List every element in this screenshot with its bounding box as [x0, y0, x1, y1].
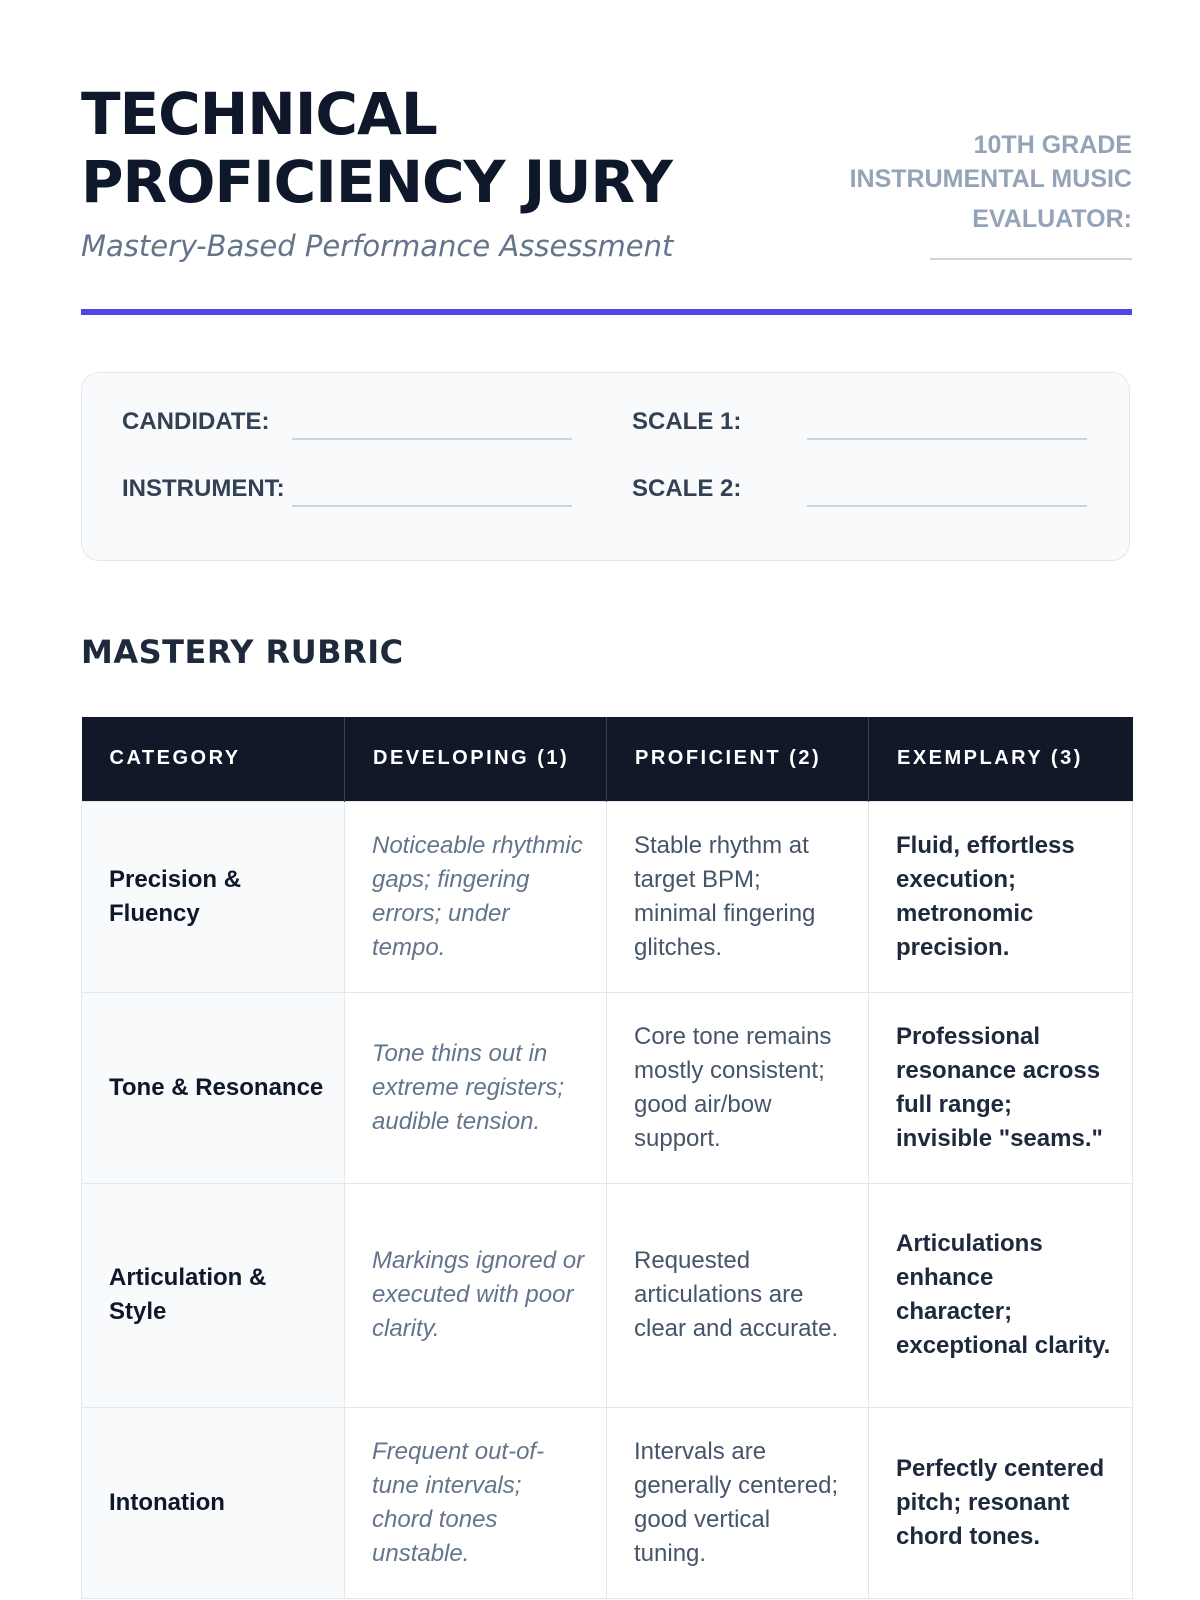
proficient-cell: Core tone remains mostly consistent; good air/bow support. — [607, 992, 869, 1183]
header-meta — [850, 128, 1132, 260]
page-header — [81, 0, 1132, 318]
table-row — [82, 1183, 1133, 1407]
column-header-category: CATEGORY — [82, 717, 345, 801]
developing-cell: Frequent out-of-tune intervals; chord tones unstable. — [345, 1407, 607, 1598]
scale-1-field-group — [632, 402, 1092, 442]
scale-1-field[interactable] — [807, 438, 1087, 440]
evaluator-label: EVALUATOR: — [972, 205, 1132, 233]
developing-cell: Markings ignored or executed with poor clarity. — [345, 1183, 607, 1407]
exemplary-cell: Articulations enhance character; exceptional clarity. — [869, 1183, 1133, 1407]
table-header-row — [82, 717, 1133, 801]
candidate-info-card — [81, 372, 1130, 561]
header-divider — [81, 309, 1132, 315]
instrument-field[interactable] — [292, 505, 572, 507]
category-cell: Tone & Resonance — [82, 992, 345, 1183]
instrument-field-group — [122, 469, 602, 509]
category-cell: Articulation & Style — [82, 1183, 345, 1407]
candidate-field[interactable] — [292, 438, 572, 440]
scale-1-label: SCALE 1: — [632, 408, 742, 435]
grade-line-2: INSTRUMENTAL MUSIC — [849, 165, 1132, 193]
scale-2-field-group — [632, 469, 1092, 509]
title-line-1: TECHNICAL — [81, 80, 437, 148]
proficient-cell: Intervals are generally centered; good vertical tuning. — [607, 1407, 869, 1598]
column-header-exemplary: EXEMPLARY (3) — [869, 717, 1133, 801]
exemplary-cell: Professional resonance across full range; invisible "seams." — [869, 992, 1133, 1183]
table-row — [82, 992, 1133, 1183]
rubric-section-title: MASTERY RUBRIC — [81, 633, 404, 671]
column-header-proficient: PROFICIENT (2) — [607, 717, 869, 801]
developing-cell: Noticeable rhythmic gaps; fingering errors; under tempo. — [345, 801, 607, 992]
page-subtitle: Mastery-Based Performance Assessment — [81, 229, 674, 263]
page-title — [81, 80, 672, 216]
evaluator-field[interactable] — [930, 258, 1132, 260]
table-row — [82, 801, 1133, 992]
candidate-field-group — [122, 402, 602, 442]
column-header-developing: DEVELOPING (1) — [345, 717, 607, 801]
proficient-cell: Requested articulations are clear and accurate. — [607, 1183, 869, 1407]
title-line-2: PROFICIENCY JURY — [81, 148, 672, 216]
grade-level — [850, 128, 1132, 196]
developing-cell: Tone thins out in extreme registers; audible tension. — [345, 992, 607, 1183]
grade-line-1: 10TH GRADE — [973, 131, 1132, 159]
scale-2-label: SCALE 2: — [632, 475, 742, 502]
exemplary-cell: Perfectly centered pitch; resonant chord tones. — [869, 1407, 1133, 1598]
category-cell: Precision & Fluency — [82, 801, 345, 992]
exemplary-cell: Fluid, effortless execution; metronomic precision. — [869, 801, 1133, 992]
instrument-label: INSTRUMENT: — [122, 475, 285, 502]
candidate-label: CANDIDATE: — [122, 408, 270, 435]
jury-form-page — [81, 0, 1132, 1567]
scale-2-field[interactable] — [807, 505, 1087, 507]
proficient-cell: Stable rhythm at target BPM; minimal fingering glitches. — [607, 801, 869, 992]
category-cell: Intonation — [82, 1407, 345, 1598]
table-row — [82, 1407, 1133, 1598]
mastery-rubric-table — [81, 717, 1133, 1599]
